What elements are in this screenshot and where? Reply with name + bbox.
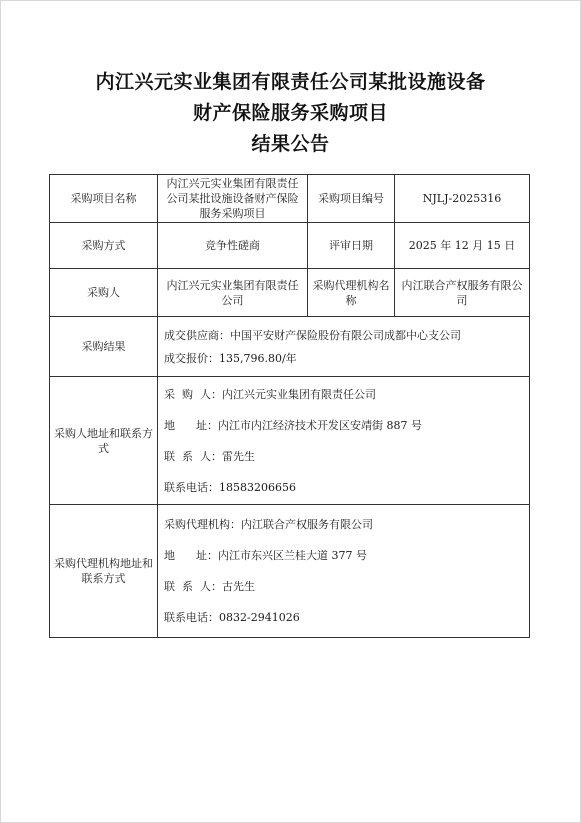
agency-contact-label: 采购代理机构地址和联系方式 — [50, 505, 158, 638]
agency-contact-phone: 联系电话：0832-2941026 — [164, 611, 300, 624]
table-row — [50, 223, 530, 269]
agency-contact-person: 联 系 人：古先生 — [164, 580, 255, 593]
project-name-value: 内江兴元实业集团有限责任公司某批设施设备财产保险服务采购项目 — [158, 175, 308, 223]
purchaser-value: 内江兴元实业集团有限责任公司 — [158, 269, 308, 317]
review-date-label: 评审日期 — [308, 223, 395, 269]
table-row — [50, 317, 530, 377]
purchaser-contact-phone: 联系电话：18583206656 — [164, 480, 296, 494]
agency-value: 内江联合产权服务有限公司 — [395, 269, 530, 317]
table-row — [50, 175, 530, 223]
agency-contact-value — [158, 505, 530, 638]
result-label: 采购结果 — [50, 317, 158, 377]
method-value: 竞争性磋商 — [158, 223, 308, 269]
purchaser-contact-name: 采 购 人：内江兴元实业集团有限责任公司 — [164, 387, 376, 401]
table-row — [50, 269, 530, 317]
agency-contact-name: 采购代理机构：内江联合产权服务有限公司 — [164, 518, 373, 531]
notice-title-line-2: 财产保险服务采购项目 — [192, 102, 388, 124]
review-date-value: 2025 年 12 月 15 日 — [395, 223, 530, 269]
notice-title-line-3: 结果公告 — [251, 133, 330, 155]
agency-label: 采购代理机构名称 — [308, 269, 395, 317]
result-price: 成交报价：135,796.80/年 — [164, 351, 297, 365]
result-supplier: 成交供应商：中国平安财产保险股份有限公司成都中心支公司 — [164, 328, 461, 342]
purchaser-contact-address: 地 址：内江市内江经济技术开发区安靖街 887 号 — [164, 418, 422, 432]
method-label: 采购方式 — [50, 223, 158, 269]
result-notice-table — [49, 174, 530, 638]
notice-title-line-1: 内江兴元实业集团有限责任公司某批设施设备 — [95, 71, 486, 93]
purchaser-label: 采购人 — [50, 269, 158, 317]
table-row — [50, 505, 530, 638]
result-value — [158, 317, 530, 377]
agency-contact-address: 地 址：内江市东兴区兰桂大道 377 号 — [164, 549, 367, 562]
purchaser-contact-value — [158, 377, 530, 505]
project-name-label: 采购项目名称 — [50, 175, 158, 223]
table-row — [50, 377, 530, 505]
project-no-label: 采购项目编号 — [308, 175, 395, 223]
purchaser-contact-person: 联 系 人：雷先生 — [164, 449, 255, 463]
purchaser-contact-label: 采购人地址和联系方式 — [50, 377, 158, 505]
project-no-value: NJLJ-2025316 — [395, 175, 530, 223]
